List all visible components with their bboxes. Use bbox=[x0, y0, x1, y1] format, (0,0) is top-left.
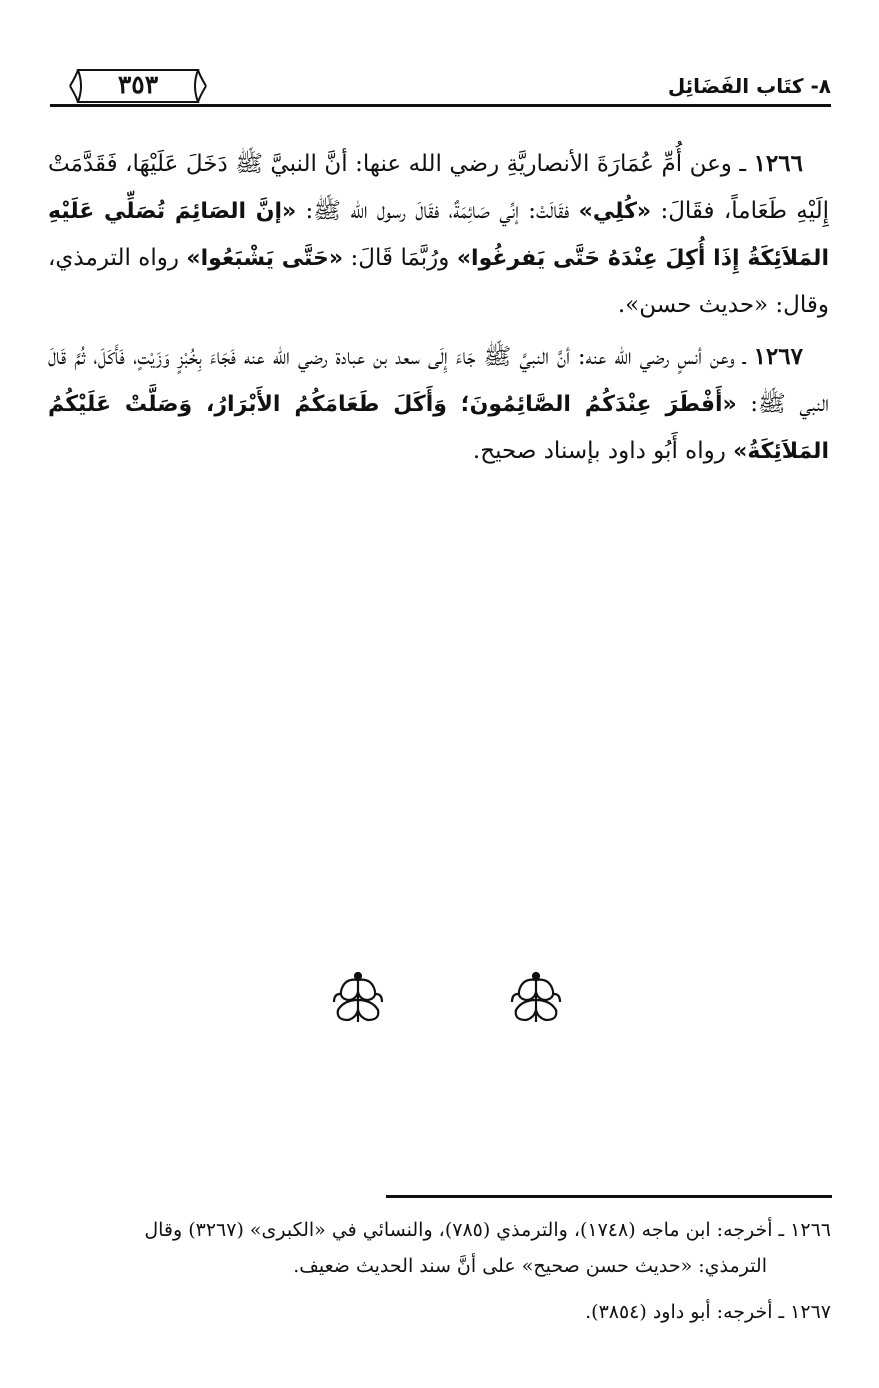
hadith-1267 bbox=[48, 333, 829, 475]
prophetic-quote: «أَفْطَرَ عِنْدَكُمُ الصَّائِمُونَ؛ وَأَكَلَ طَعَامَكُمُ الأَبْرَارُ، وَصَلَّتْ عَلَيْكُمُ المَلاَئِكَةُ» bbox=[48, 392, 829, 464]
hadith-text: ـ وعن أُمِّ عُمَارَةَ الأنصاريَّةِ رضي الله عنها: أنَّ النبيَّ ﷺ دَخَلَ عَلَيْهَا، فَقَدَّمَتْ إِلَيْهِ طَعَاماً، فقَالَ: bbox=[48, 151, 829, 224]
page-number-frame bbox=[64, 68, 212, 104]
hadith-text: فقَالَتْ: إنِّي صَائِمَةٌ، فقَالَ رسول الله ﷺ: bbox=[296, 198, 579, 224]
footnote-line: الترمذي: «حديث حسن صحيح» على أنَّ سند الحديث ضعيف. bbox=[293, 1255, 767, 1277]
page-number: ٣٥٣ bbox=[117, 70, 159, 99]
floral-ornament-icon bbox=[330, 970, 386, 1026]
hadith-number: ١٢٦٧ bbox=[753, 343, 803, 370]
hadith-text: رواه أَبُو داود بإسناد صحيح. bbox=[472, 438, 734, 464]
prophetic-quote: «حَتَّى يَشْبَعُوا» bbox=[186, 246, 344, 271]
chapter-title: ٨- كتَاب الفَضَائِل bbox=[667, 74, 831, 98]
prophetic-quote: «إنَّ الصَائِمَ تُصَلِّي عَلَيْهِ المَلاَئِكَةُ إِذَا أُكِلَ عِنْدَهُ حَتَّى يَفرغُوا» bbox=[48, 199, 829, 271]
prophetic-quote: «كُلِي» bbox=[578, 199, 652, 224]
page-header bbox=[50, 60, 831, 110]
hadith-1266 bbox=[48, 140, 829, 329]
footnote-line: ١٢٦٧ ـ أخرجه: أبو داود (٣٨٥٤). bbox=[585, 1301, 831, 1323]
footnote-divider bbox=[386, 1195, 832, 1198]
footnote-line: ١٢٦٦ ـ أخرجه: ابن ماجه (١٧٤٨)، والترمذي (٧٨٥)، والنسائي في «الكبرى» (٣٢٦٧) وقال bbox=[144, 1219, 831, 1241]
main-text bbox=[48, 140, 829, 479]
hadith-text: رواه الترمذي، وقال: «حديث حسن». bbox=[48, 245, 829, 318]
footnote-1267 bbox=[58, 1294, 831, 1330]
floral-ornament-icon bbox=[508, 970, 564, 1026]
hadith-text: ورُبَّمَا قَالَ: bbox=[343, 245, 457, 271]
hadith-number: ١٢٦٦ bbox=[753, 150, 803, 177]
footnotes bbox=[58, 1212, 831, 1340]
footnote-1266 bbox=[58, 1212, 831, 1284]
header-divider bbox=[50, 104, 831, 107]
section-end-ornaments bbox=[0, 970, 879, 1030]
hadith-text: ـ وعن أنسٍ رضي الله عنه: أنَّ النبيَّ ﷺ جَاءَ إِلَى سعد بن عبادة رضي الله عنه فَجَاءَ بِخُبْزٍ وَزَيْتٍ، فَأَكَلَ، ثُمَّ قَالَ النبي ﷺ: bbox=[48, 344, 829, 417]
